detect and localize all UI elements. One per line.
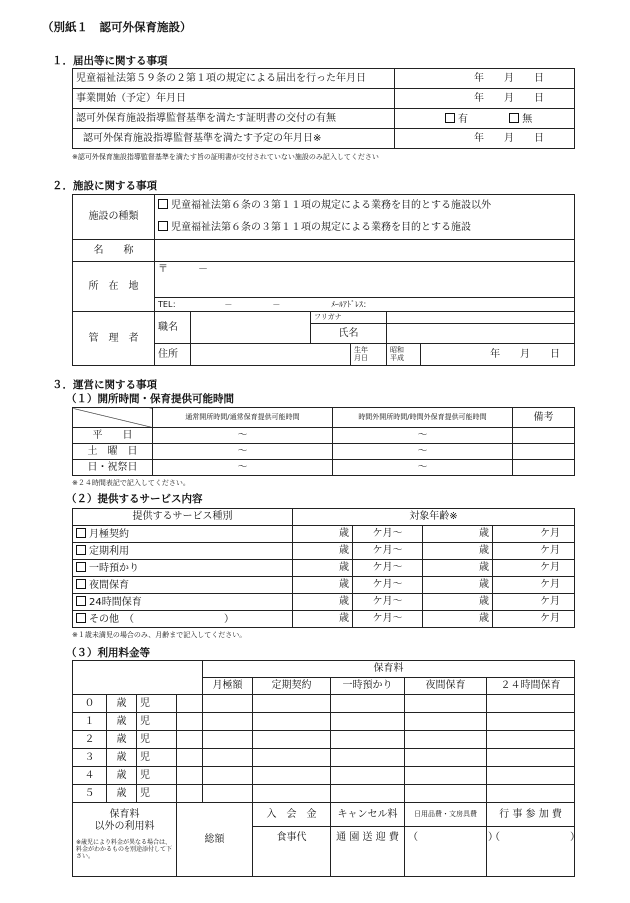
age2-24h[interactable] bbox=[487, 731, 575, 749]
birth-label: 生年 月日 bbox=[351, 344, 387, 366]
night-to-month[interactable]: ケ月 bbox=[493, 577, 575, 594]
day-saturday: 土 曜 日 bbox=[73, 444, 153, 460]
facility-table bbox=[72, 194, 575, 366]
services-note: ※１歳未満児の場合のみ、月齢まで記入してください。 bbox=[72, 631, 247, 639]
shokumei-label: 職名 bbox=[155, 312, 191, 344]
age4-temporary[interactable] bbox=[331, 767, 405, 785]
age3-24h[interactable] bbox=[487, 749, 575, 767]
regular-to-month[interactable]: ケ月 bbox=[493, 543, 575, 560]
section3-heading: ３．運営に関する事項 bbox=[52, 379, 157, 391]
services-col-type: 提供するサービス種別 bbox=[73, 509, 293, 526]
age3-monthly[interactable] bbox=[203, 749, 253, 767]
mail-field[interactable]: ﾒｰﾙｱﾄﾞﾚｽ： bbox=[330, 299, 371, 309]
checkbox-monthly[interactable] bbox=[76, 528, 86, 538]
age2-pad bbox=[177, 731, 203, 749]
age1-monthly[interactable] bbox=[203, 713, 253, 731]
section1-heading: １．届出等に関する事項 bbox=[52, 55, 168, 67]
service-regular-label: 定期利用 bbox=[89, 546, 129, 557]
service-monthly bbox=[73, 526, 293, 543]
service-monthly-label: 月極契約 bbox=[89, 529, 129, 540]
era-label: 昭和 平成 bbox=[387, 344, 421, 366]
fees-corner bbox=[73, 661, 203, 695]
service-temporary-label: 一時預かり bbox=[89, 563, 139, 574]
checkbox-type-other[interactable] bbox=[158, 199, 168, 209]
age4-monthly[interactable] bbox=[203, 767, 253, 785]
section2-heading: ２．施設に関する事項 bbox=[52, 180, 157, 192]
age5-regular[interactable] bbox=[253, 785, 331, 803]
facility-name-label: 名 称 bbox=[73, 240, 155, 262]
age5-24h[interactable] bbox=[487, 785, 575, 803]
shimei-label: 氏名 bbox=[311, 324, 387, 344]
contact-row bbox=[155, 298, 575, 312]
entrance-fee-label: 入 会 金 bbox=[253, 803, 331, 827]
page-title: （別紙１ 認可外保育施設） bbox=[42, 20, 192, 34]
expected-date-label: 認可外保育施設指導監督基準を満たす予定の年月日※ bbox=[73, 129, 395, 149]
shimei-field[interactable] bbox=[387, 324, 575, 344]
age0-num: ０ bbox=[73, 695, 107, 713]
facility-type-label: 施設の種類 bbox=[73, 195, 155, 240]
checkbox-no[interactable] bbox=[509, 113, 519, 123]
24h-to-age[interactable]: 歳 bbox=[423, 594, 493, 611]
age0-ji: 児 bbox=[137, 695, 177, 713]
24h-from-age[interactable]: 歳 bbox=[293, 594, 353, 611]
age0-pad bbox=[177, 695, 203, 713]
fee-row-age4 bbox=[73, 767, 575, 785]
weekday-notes-field[interactable] bbox=[513, 428, 575, 444]
age1-pad bbox=[177, 713, 203, 731]
monthly-from-month[interactable]: ケ月～ bbox=[353, 526, 423, 543]
age1-ji: 児 bbox=[137, 713, 177, 731]
age4-ji: 児 bbox=[137, 767, 177, 785]
holiday-notes-field[interactable] bbox=[513, 460, 575, 476]
facility-type-options bbox=[155, 195, 575, 240]
tel-field[interactable]: TEL： － － bbox=[158, 299, 281, 309]
service-other-label: その他 （ ） bbox=[89, 614, 234, 625]
temporary-from-age[interactable]: 歳 bbox=[293, 560, 353, 577]
fee-row-age3 bbox=[73, 749, 575, 767]
age2-monthly[interactable] bbox=[203, 731, 253, 749]
age5-sai: 歳 bbox=[107, 785, 137, 803]
regular-to-age[interactable]: 歳 bbox=[423, 543, 493, 560]
service-regular bbox=[73, 543, 293, 560]
services-heading: （２）提供するサービス内容 bbox=[66, 493, 203, 505]
type-opt1-label: 児童福祉法第６条の３第１１項の規定による業務を目的とする施設以外 bbox=[171, 200, 491, 211]
age1-temporary[interactable] bbox=[331, 713, 405, 731]
fees-col-group: 保育料 bbox=[203, 661, 575, 678]
age1-regular[interactable] bbox=[253, 713, 331, 731]
furigana-label: フリガナ bbox=[311, 312, 387, 324]
certificate-label: 認可外保育施設指導監督基準を満たす証明書の交付の有無 bbox=[73, 109, 395, 129]
saturday-notes-field[interactable] bbox=[513, 444, 575, 460]
checkbox-yes[interactable] bbox=[445, 113, 455, 123]
age0-temporary[interactable] bbox=[331, 695, 405, 713]
age1-24h[interactable] bbox=[487, 713, 575, 731]
service-other bbox=[73, 611, 293, 628]
start-date-label: 事業開始（予定）年月日 bbox=[73, 89, 395, 109]
saturday-regular-field[interactable]: ～ bbox=[153, 444, 333, 460]
fee-row-age5 bbox=[73, 785, 575, 803]
supplies-fee-field[interactable]: （ ） bbox=[405, 827, 487, 877]
night-to-age[interactable]: 歳 bbox=[423, 577, 493, 594]
age4-sai: 歳 bbox=[107, 767, 137, 785]
meal-fee-label: 食事代 bbox=[253, 827, 331, 877]
holiday-regular-field[interactable]: ～ bbox=[153, 460, 333, 476]
hours-corner bbox=[73, 408, 153, 428]
age5-ji: 児 bbox=[137, 785, 177, 803]
checkbox-temporary[interactable] bbox=[76, 562, 86, 572]
age0-sai: 歳 bbox=[107, 695, 137, 713]
age4-night[interactable] bbox=[405, 767, 487, 785]
24h-to-month[interactable]: ケ月 bbox=[493, 594, 575, 611]
age0-monthly[interactable] bbox=[203, 695, 253, 713]
other-from-age[interactable]: 歳 bbox=[293, 611, 353, 628]
facility-name-field[interactable] bbox=[155, 240, 575, 262]
age5-monthly[interactable] bbox=[203, 785, 253, 803]
services-table bbox=[72, 508, 575, 628]
day-weekday: 平 日 bbox=[73, 428, 153, 444]
temporary-to-age[interactable]: 歳 bbox=[423, 560, 493, 577]
holiday-overtime-field[interactable]: ～ bbox=[333, 460, 513, 476]
age0-24h[interactable] bbox=[487, 695, 575, 713]
age2-num: ２ bbox=[73, 731, 107, 749]
day-holiday: 日・祝祭日 bbox=[73, 460, 153, 476]
checkbox-24h[interactable] bbox=[76, 596, 86, 606]
monthly-to-age[interactable]: 歳 bbox=[423, 526, 493, 543]
other-fees-label-cell bbox=[73, 803, 177, 877]
regular-from-age[interactable]: 歳 bbox=[293, 543, 353, 560]
service-24h bbox=[73, 594, 293, 611]
age1-num: １ bbox=[73, 713, 107, 731]
service-24h-label: 24時間保育 bbox=[89, 597, 142, 608]
age3-sai: 歳 bbox=[107, 749, 137, 767]
age3-pad bbox=[177, 749, 203, 767]
age4-24h[interactable] bbox=[487, 767, 575, 785]
jusho-label: 住所 bbox=[155, 344, 191, 366]
age5-night[interactable] bbox=[405, 785, 487, 803]
age2-night[interactable] bbox=[405, 731, 487, 749]
age5-num: ５ bbox=[73, 785, 107, 803]
age2-temporary[interactable] bbox=[331, 731, 405, 749]
age2-regular[interactable] bbox=[253, 731, 331, 749]
age3-ji: 児 bbox=[137, 749, 177, 767]
jusho-field[interactable] bbox=[191, 344, 351, 366]
notify-date-label: 児童福祉法第５９条の２第１項の規定による届出を行った年月日 bbox=[73, 69, 395, 89]
regular-from-month[interactable]: ケ月～ bbox=[353, 543, 423, 560]
age1-night[interactable] bbox=[405, 713, 487, 731]
age5-temporary[interactable] bbox=[331, 785, 405, 803]
age3-temporary[interactable] bbox=[331, 749, 405, 767]
opt-no-label: 無 bbox=[522, 113, 533, 125]
temporary-from-month[interactable]: ケ月～ bbox=[353, 560, 423, 577]
transport-fee-label: 通 園 送 迎 費 bbox=[331, 827, 405, 877]
expected-date-field[interactable]: 年 月 日 bbox=[395, 129, 575, 149]
age2-sai: 歳 bbox=[107, 731, 137, 749]
cancel-fee-label: キャンセル料 bbox=[331, 803, 405, 827]
event-fee-field[interactable]: （ ） bbox=[487, 827, 575, 877]
supplies-fee-label: 日用品費・文房具費 bbox=[405, 803, 487, 827]
24h-from-month[interactable]: ケ月～ bbox=[353, 594, 423, 611]
age3-num: ３ bbox=[73, 749, 107, 767]
age0-regular[interactable] bbox=[253, 695, 331, 713]
address-field[interactable] bbox=[155, 262, 575, 298]
age3-night[interactable] bbox=[405, 749, 487, 767]
fee-row-age0 bbox=[73, 695, 575, 713]
weekday-regular-field[interactable]: ～ bbox=[153, 428, 333, 444]
hours-table bbox=[72, 407, 575, 476]
service-temporary bbox=[73, 560, 293, 577]
age0-night[interactable] bbox=[405, 695, 487, 713]
age4-pad bbox=[177, 767, 203, 785]
age4-regular[interactable] bbox=[253, 767, 331, 785]
night-from-age[interactable]: 歳 bbox=[293, 577, 353, 594]
event-fee-label: 行 事 参 加 費 bbox=[487, 803, 575, 827]
checkbox-night[interactable] bbox=[76, 579, 86, 589]
other-from-month[interactable]: ケ月～ bbox=[353, 611, 423, 628]
other-fees-label: 保育料 以外の利用料 bbox=[94, 809, 155, 832]
fee-col-regular: 定期契約 bbox=[253, 678, 331, 695]
age1-sai: 歳 bbox=[107, 713, 137, 731]
start-date-field[interactable]: 年 月 日 bbox=[395, 89, 575, 109]
checkbox-regular[interactable] bbox=[76, 545, 86, 555]
manager-label: 管 理 者 bbox=[73, 312, 155, 366]
services-col-age: 対象年齢※ bbox=[293, 509, 575, 526]
hours-heading: （１）開所時間・保育提供可能時間 bbox=[66, 393, 234, 405]
age3-regular[interactable] bbox=[253, 749, 331, 767]
fee-col-night: 夜間保育 bbox=[405, 678, 487, 695]
fee-row-age2 bbox=[73, 731, 575, 749]
checkbox-type-target[interactable] bbox=[158, 221, 168, 231]
hours-col-notes: 備考 bbox=[513, 408, 575, 428]
total-label: 総額 bbox=[177, 803, 253, 877]
fee-col-monthly: 月極額 bbox=[203, 678, 253, 695]
birth-date-field[interactable]: 年 月 日 bbox=[421, 344, 575, 366]
monthly-to-month[interactable]: ケ月 bbox=[493, 526, 575, 543]
certificate-options bbox=[395, 109, 575, 129]
age4-num: ４ bbox=[73, 767, 107, 785]
night-from-month[interactable]: ケ月～ bbox=[353, 577, 423, 594]
postal-code: 〒 － bbox=[158, 264, 208, 275]
fees-heading: （３）利用料金等 bbox=[66, 647, 150, 659]
hours-col-regular: 通常開所時間/通常保育提供可能時間 bbox=[153, 408, 333, 428]
service-night bbox=[73, 577, 293, 594]
temporary-to-month[interactable]: ケ月 bbox=[493, 560, 575, 577]
weekday-overtime-field[interactable]: ～ bbox=[333, 428, 513, 444]
furigana-field[interactable] bbox=[387, 312, 575, 324]
hours-col-overtime: 時間外開所時間/時間外保育提供可能時間 bbox=[333, 408, 513, 428]
type-opt2-label: 児童福祉法第６条の３第１１項の規定による業務を目的とする施設 bbox=[171, 222, 471, 233]
other-to-age[interactable]: 歳 bbox=[423, 611, 493, 628]
other-fees-note: ※歳児により料金が異なる場合は、料金がわかるものを別途添付して下さい。 bbox=[76, 839, 173, 861]
address-label: 所 在 地 bbox=[73, 262, 155, 312]
other-to-month[interactable]: ケ月 bbox=[493, 611, 575, 628]
monthly-from-age[interactable]: 歳 bbox=[293, 526, 353, 543]
section1-note: ※認可外保育施設指導監督基準を満たす旨の証明書が交付されていない施設のみ記入してください bbox=[72, 153, 379, 161]
fee-col-24h: ２４時間保育 bbox=[487, 678, 575, 695]
hours-note: ※２４時間表記で記入してください。 bbox=[72, 479, 190, 487]
checkbox-other[interactable] bbox=[76, 613, 86, 623]
notify-date-field[interactable]: 年 月 日 bbox=[395, 69, 575, 89]
shokumei-field[interactable] bbox=[191, 312, 311, 344]
age2-ji: 児 bbox=[137, 731, 177, 749]
saturday-overtime-field[interactable]: ～ bbox=[333, 444, 513, 460]
age5-pad bbox=[177, 785, 203, 803]
service-night-label: 夜間保育 bbox=[89, 580, 129, 591]
fee-row-age1 bbox=[73, 713, 575, 731]
opt-yes-label: 有 bbox=[458, 113, 468, 125]
notification-table bbox=[72, 68, 575, 149]
fees-table bbox=[72, 660, 580, 877]
fee-col-temporary: 一時預かり bbox=[331, 678, 405, 695]
